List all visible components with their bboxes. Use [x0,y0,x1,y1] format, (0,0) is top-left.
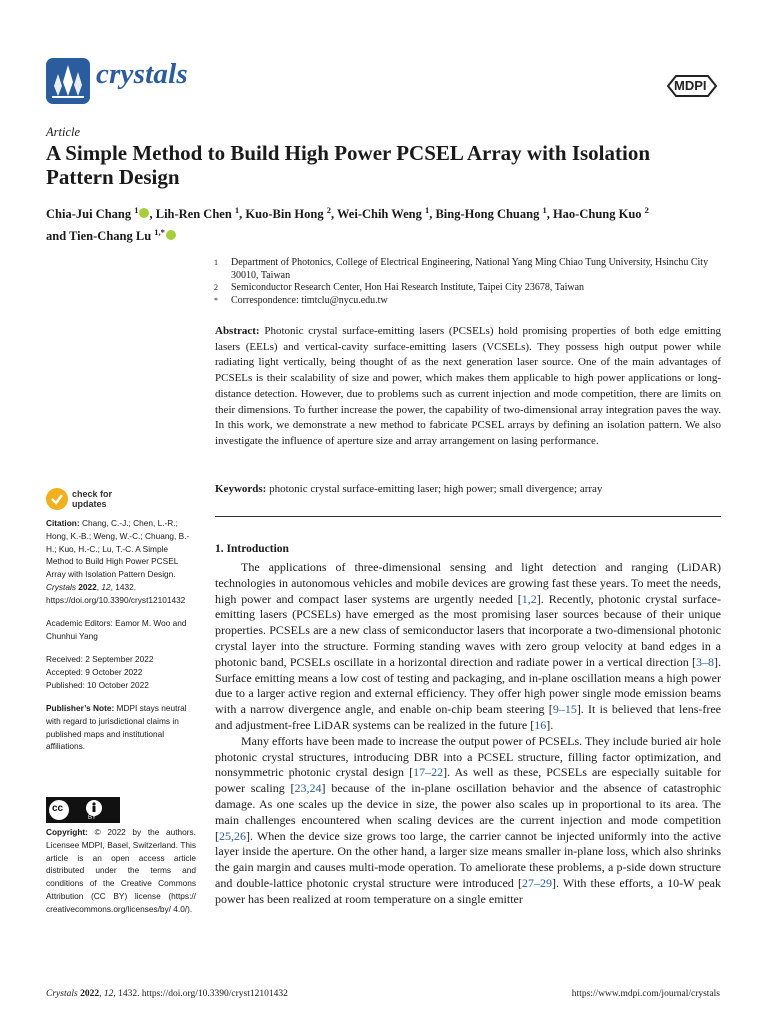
section-heading: 1. Introduction [215,543,289,555]
section-divider [215,516,721,517]
affiliation-mark: 2 [214,283,218,292]
author-name: and Tien-Chang Lu [46,228,152,243]
paragraph-1: The applications of three-dimensional sensing and light detection and ranging (LiDAR) technologies in autonomous vehicles and mobile devices are growing fast these years. To meet the needs, high power and compact laser systems are urgently needed [1,2]. Recently, photonic crystal surface-emitting lasers (PCSELs) have emerged as the most promising laser sources because of their unique properties. PCSELs are a new class of semiconductor lasers that incorporate a two-dimensional photonic crystal layer into the structure. Forming standing waves with zero group velocity at band edges in a photonic band, PCSELs oscillate in a horizontal direction and radiate power in a vertical direction [3–8]. Surface emitting means a low cost of testing and packaging, and in-plane oscillation means a high power due to a larger active region and external efficiency. They offer high power single mode emission beams with a narrow divergence angle, and enable on-chip beam steering [9–15]. It is believed that lens-free and adjustment-free LiDAR systems can be realized in the future [16]. [215,560,721,732]
reference-link[interactable]: 3–8 [696,654,714,669]
journal-name: crystals [96,58,188,90]
orcid-icon[interactable] [166,230,176,240]
keywords [215,482,721,498]
affiliation-text: Correspondence: timtclu@nycu.edu.tw [231,294,388,306]
academic-editors: Academic Editors: Eamor M. Woo and Chunhui Yang [46,618,187,641]
author-name: Bing-Hong Chuang [435,207,540,222]
abstract-text: Photonic crystal surface-emitting lasers (PCSELs) hold promising properties of both edge emitting lasers (EELs) and vertical-cavity surface-emitting lasers (VCSELs). They possess high output power while radiating light vertically, being thought of as the next generation laser source. One of the main advantages of PCSELs is their scalability of size and power, which makes them applicable to high power applications or long-distance detection. However, due to problems such as current injection and mode competition, there are limits on their dimensions. To further increase the power, the capability of two-dimensional array integration paves the way. In this work, we demonstrate a new method to fabricate PCSEL arrays by defining an isolation pattern. We also investigate the influence of aperture size and array arrangement on lasing performance. [215,325,721,447]
publisher-name: MDPI [674,78,707,93]
citation-doi-link[interactable]: 1432. https://doi.org/10.3390/cryst12101432 [46,581,186,605]
author-name: Wei-Chih Weng [336,207,422,222]
abstract-label: Abstract: [215,325,260,337]
citation: Citation: Chang, C.-J.; Chen, L.-R.; Hong, K.-B.; Weng, W.-C.; Chuang, B.-H.; Kuo, H.-C.; Lu, T.-C. A Simple Method to Build High Power PCSEL Array with Isolation Pattern Design. Crystals 2022, 12, 1432. https://doi.org/10.3390/cryst12101432 [46,518,190,605]
author-name: Hao-Chung Kuo [552,207,642,222]
accepted-date: Accepted: 9 October 2022 [46,666,143,677]
mdpi-logo [664,72,720,100]
paper-title: A Simple Method to Build High Power PCSEL Array with Isolation Pattern Design [46,141,651,189]
check-updates-label: check for updates [72,489,113,509]
check-updates-icon [46,488,68,510]
author-affiliation-mark: 1 [234,205,240,215]
author-affiliation-mark: 1,* [154,226,165,237]
received-date: Received: 2 September 2022 [46,654,154,665]
abstract [215,324,721,450]
affiliation-mark: * [214,295,218,305]
reference-link[interactable]: 23,24 [294,781,322,796]
footer-citation: Crystals 2022, 12, 1432. https://doi.org/10.3390/cryst12101432 [46,989,288,999]
author-affiliation-mark: 1 [134,205,139,215]
copyright-notice: Copyright: © 2022 by the authors. Licensee MDPI, Basel, Switzerland. This article is an open access article distributed under the terms and conditions of the Creative Commons Attribution (CC BY) license (https:// creativecommons.org/licenses/by/ 4.0/). [46,827,196,914]
cc-by-license-badge[interactable] [46,797,120,823]
article-info-sidebar [46,517,196,753]
author-affiliation-mark: 2 [326,205,331,215]
author-affiliation-mark: 2 [644,205,649,215]
keywords-text: photonic crystal surface-emitting laser; high power; small divergence; array [269,483,603,495]
reference-link[interactable]: 16 [534,717,547,732]
crystals-logo-icon [46,58,90,104]
by-icon: BY [88,815,97,821]
author-name: Chia-Jui Chang [46,207,132,222]
author-affiliation-mark: 1 [542,205,547,215]
author-affiliation-mark: 1 [424,205,430,215]
published-date: Published: 10 October 2022 [46,679,149,690]
reference-link[interactable]: 17–22 [413,765,444,780]
author-name: Kuo-Bin Hong [245,207,324,222]
reference-link[interactable]: 27–29 [521,875,552,890]
affiliation-item [214,295,724,308]
orcid-icon[interactable] [139,208,149,218]
affiliation-item [214,282,724,295]
cc-icon: cc [52,803,64,814]
journal-url-link[interactable]: https://www.mdpi.com/journal/crystals [571,989,720,999]
publishers-note: Publisher’s Note: MDPI stays neutral with regard to jurisdictional claims in published maps and institutional affiliations. [46,703,187,752]
affiliation-mark: 1 [214,258,218,267]
author-name: Lih-Ren Chen [155,207,232,222]
introduction-body [215,560,721,908]
keywords-label: Keywords: [215,483,267,495]
author-list: Chia-Jui Chang $^1$ , Lih-Ren Chen $^1$, Kuo-Bin Hong $^2$, Wei-Chih Weng $^1$, Bing-Hong Chuang $^1$, Hao-Chung Kuo $^2$ and Tien-Chang Lu $^{1,*}$ [46,205,649,243]
affiliation-text: Semiconductor Research Center, Hon Hai Research Institute, Taipei City 23678, Taiwan [231,282,585,293]
reference-link[interactable]: 1,2 [521,591,537,606]
affiliations [214,257,724,307]
reference-link[interactable]: 9–15 [552,702,577,717]
paragraph-2: Many efforts have been made to increase the output power of PCSELs. They include buried air hole photonic crystal structures, introducing DBR into a PCSEL structure, filling factor optimization, and nonsymmetric photonic crystal design [17–22]. As well as these, PCSELs are especially suitable for power scaling [23,24] because of the in-plane oscillation behavior and the absence of catastrophic damage. As one scales up the device in size, the power also scales up in proportional to its area. The main challenges encountered when scaling devices are the current injection and mode competition [25,26]. When the device size grows too large, the carrier cannot be injected uniformly into the active layer inside the aperture. On the other hand, a larger size means smaller in-plane loss, which also shrinks the gain margin and causes multi-mode operation. To ameliorate these problems, a p-side down structure and double-lattice photonic crystal structure were introduced [27–29]. With these efforts, a 10-W peak power has been realized at room temperature on a single emitter [215,733,721,906]
affiliation-text: Department of Photonics, College of Electrical Engineering, National Yang Ming Chiao Tung University, Hsinchu City 30010, Taiwan [231,257,709,281]
reference-link[interactable]: 25,26 [219,828,246,843]
affiliation-item [214,257,724,282]
check-for-updates-button[interactable] [46,488,136,512]
article-type: Article [46,125,81,139]
